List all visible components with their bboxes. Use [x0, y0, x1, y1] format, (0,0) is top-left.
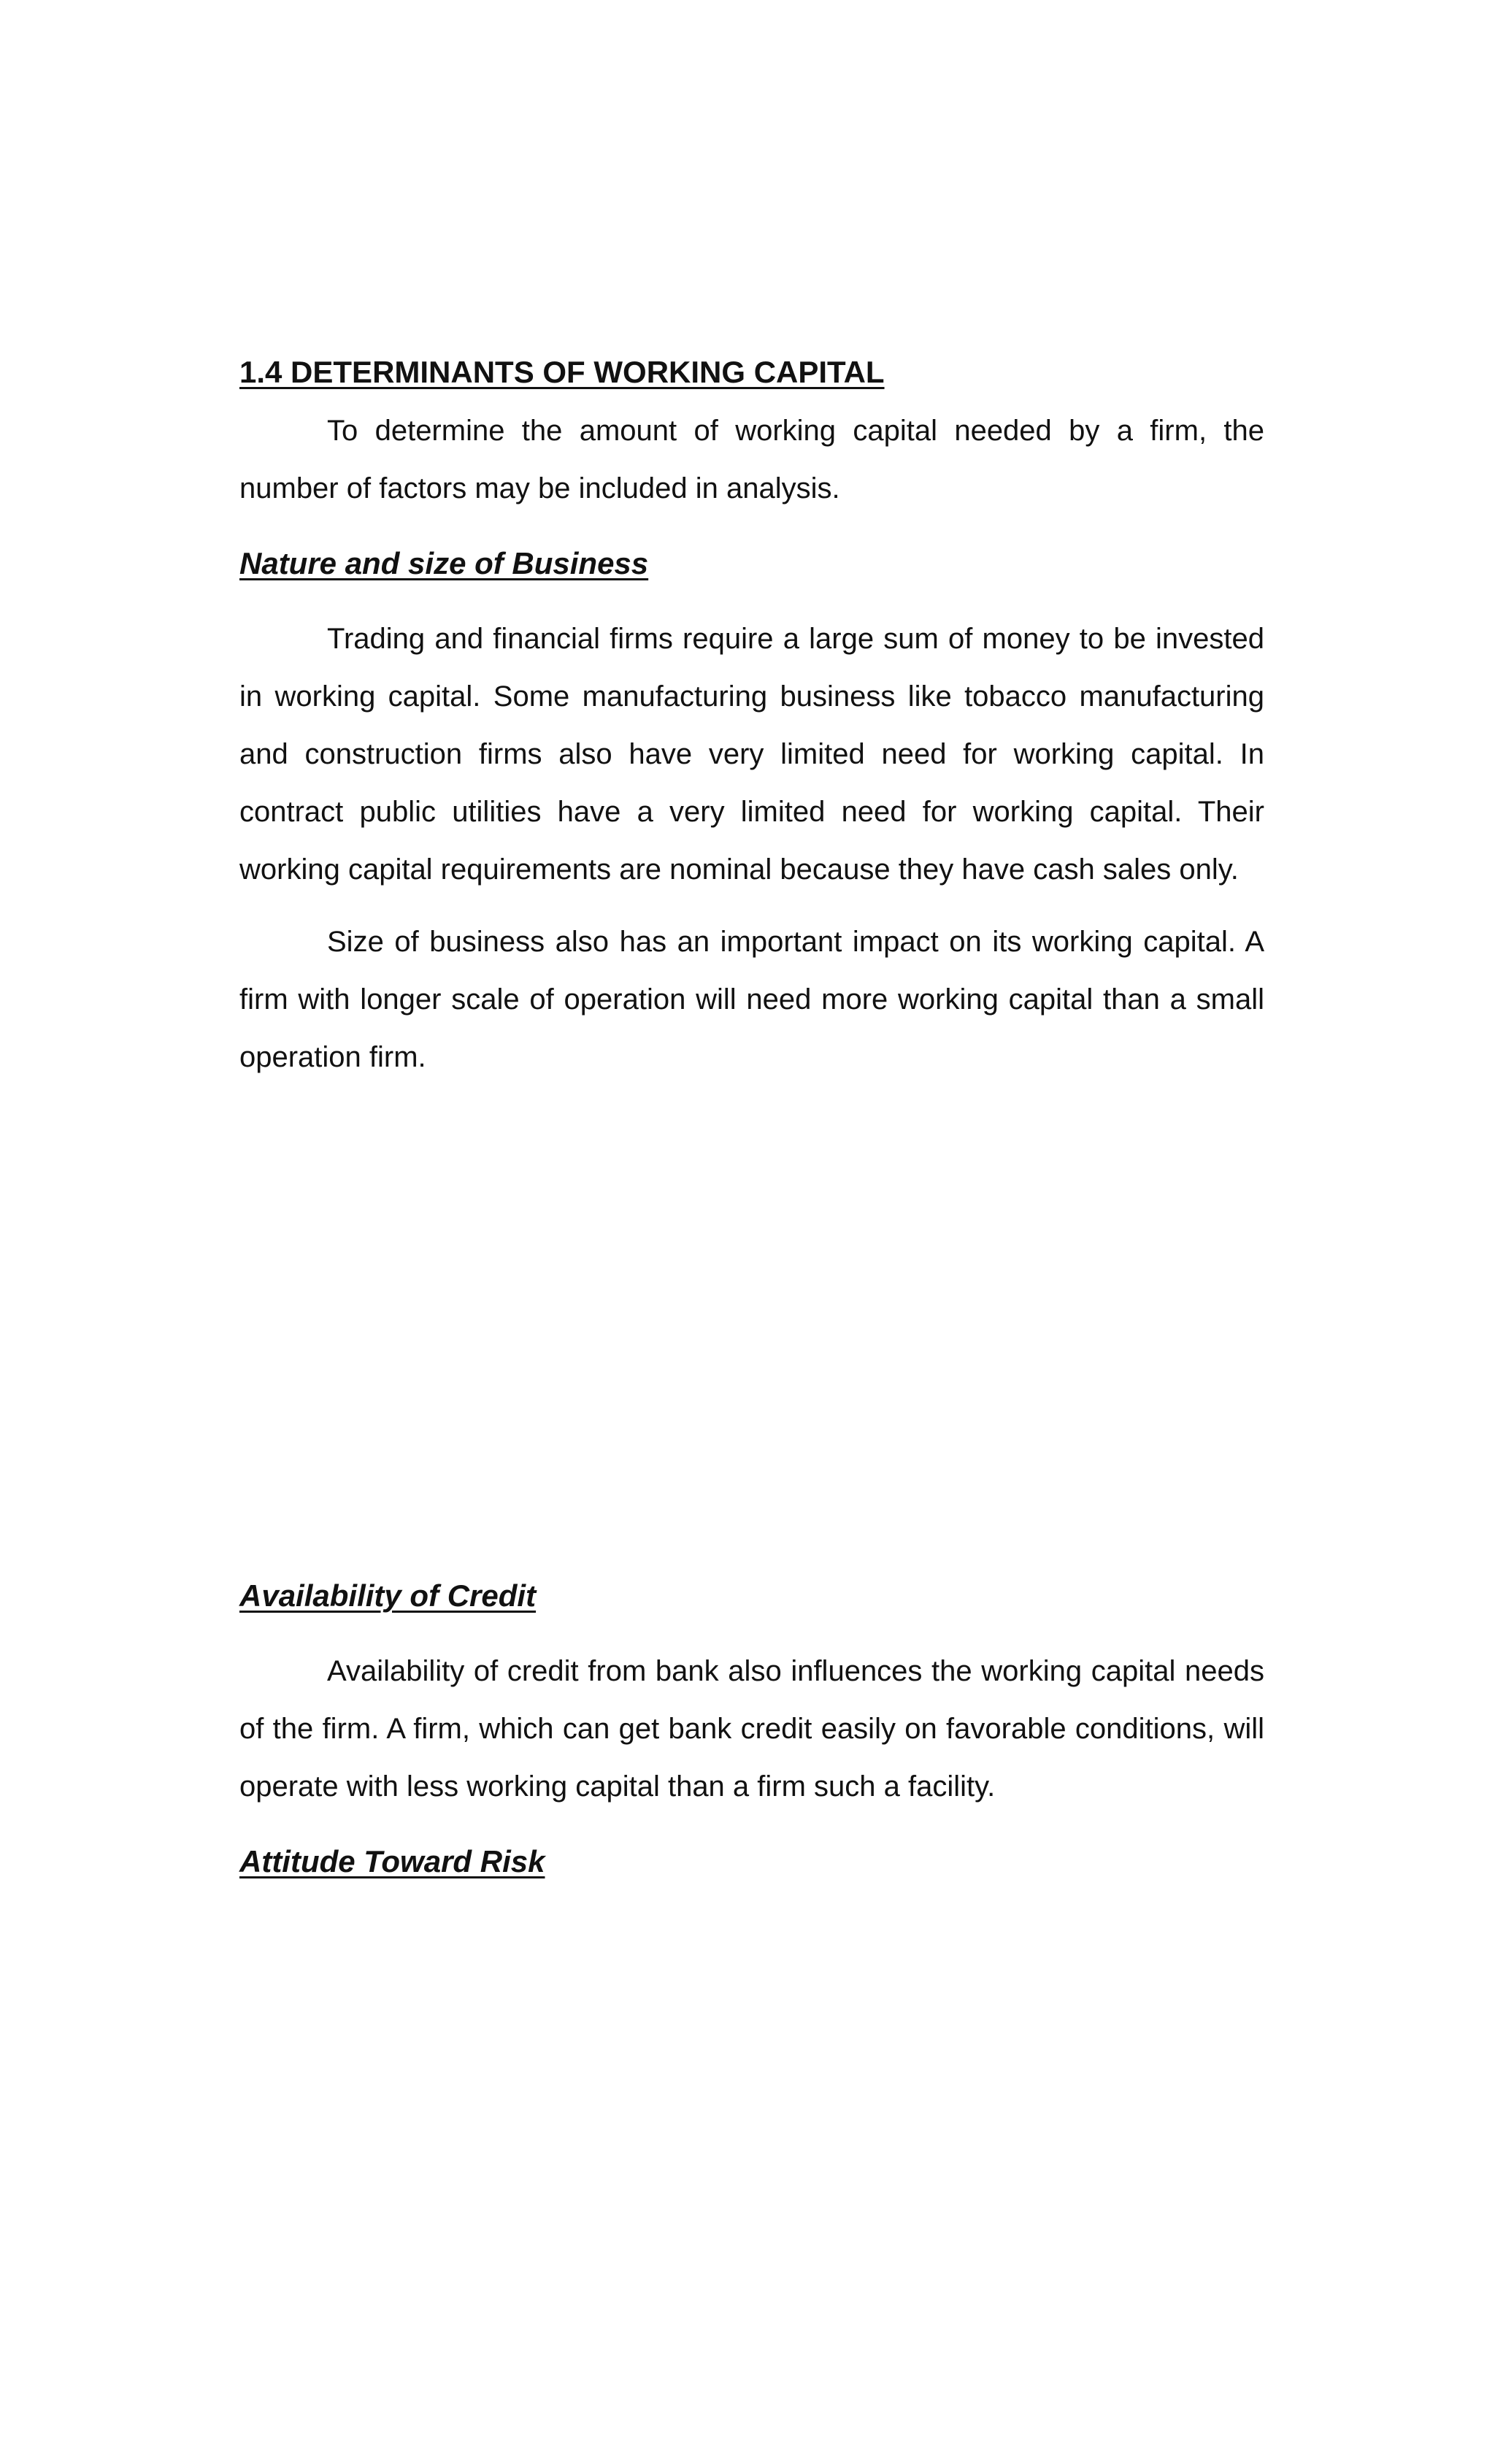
- intro-paragraph: To determine the amount of working capital needed by a firm, the number of factors may be included in analysis.: [239, 415, 1264, 504]
- nature-size-paragraph-2: Size of business also has an important impact on its working capital. A firm with longer scale of operation will need more working capital than a small operation firm.: [239, 926, 1264, 1073]
- credit-paragraph: Availability of credit from bank also influences the working capital needs of the firm. A firm, which can get bank credit easily on favorable conditions, will operate with less working capital than a firm such a facility.: [239, 1655, 1264, 1803]
- section-title: 1.4 DETERMINANTS OF WORKING CAPITAL: [239, 355, 885, 389]
- heading-nature-size: Nature and size of Business: [239, 546, 649, 580]
- nature-size-paragraph-1: Trading and financial firms require a large sum of money to be invested in working capital. Some manufacturing business like tobacco manufacturing and construction firms also have very limited need for working capital. In contract public utilities have a very limited need for working capital. Their working capital requirements are nominal because they have cash sales only.: [239, 623, 1264, 886]
- heading-availability-credit: Availability of Credit: [239, 1578, 537, 1613]
- heading-attitude-risk: Attitude Toward Risk: [239, 1844, 545, 1878]
